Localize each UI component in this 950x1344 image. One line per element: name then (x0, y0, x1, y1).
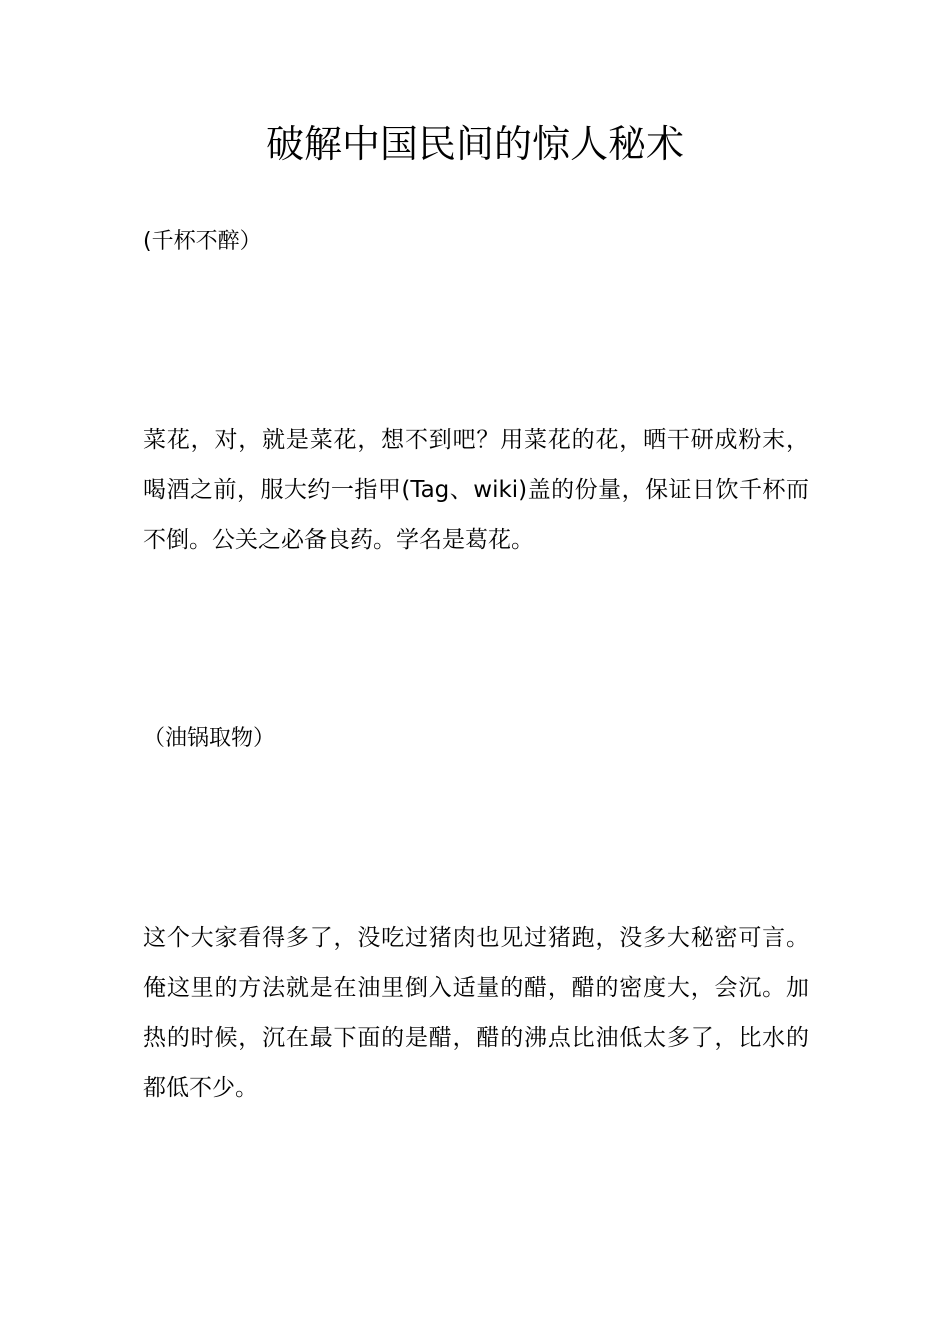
section-heading-qianbeibuzui: (千杯不醉） (143, 229, 262, 254)
section-heading-youguoquwu: （油锅取物） (143, 726, 276, 751)
document-title: 破解中国民间的惊人秘术 (265, 122, 684, 166)
section-body-youguoquwu: 这个大家看得多了，没吃过猪肉也见过猪跑，没多大秘密可言。俺这里的方法就是在油里倒入适量的醋，醋的密度大，会沉。加热的时候，沉在最下面的是醋，醋的沸点比油低太多了，比水的都低不少。 (143, 925, 809, 1101)
section-body-qianbeibuzui: 菜花，对，就是菜花，想不到吧？用菜花的花，晒干研成粉末，喝酒之前，服大约一指甲(Tag、wiki)盖的份量，保证日饮千杯而不倒。公关之必备良药。学名是葛花。 (143, 427, 809, 553)
